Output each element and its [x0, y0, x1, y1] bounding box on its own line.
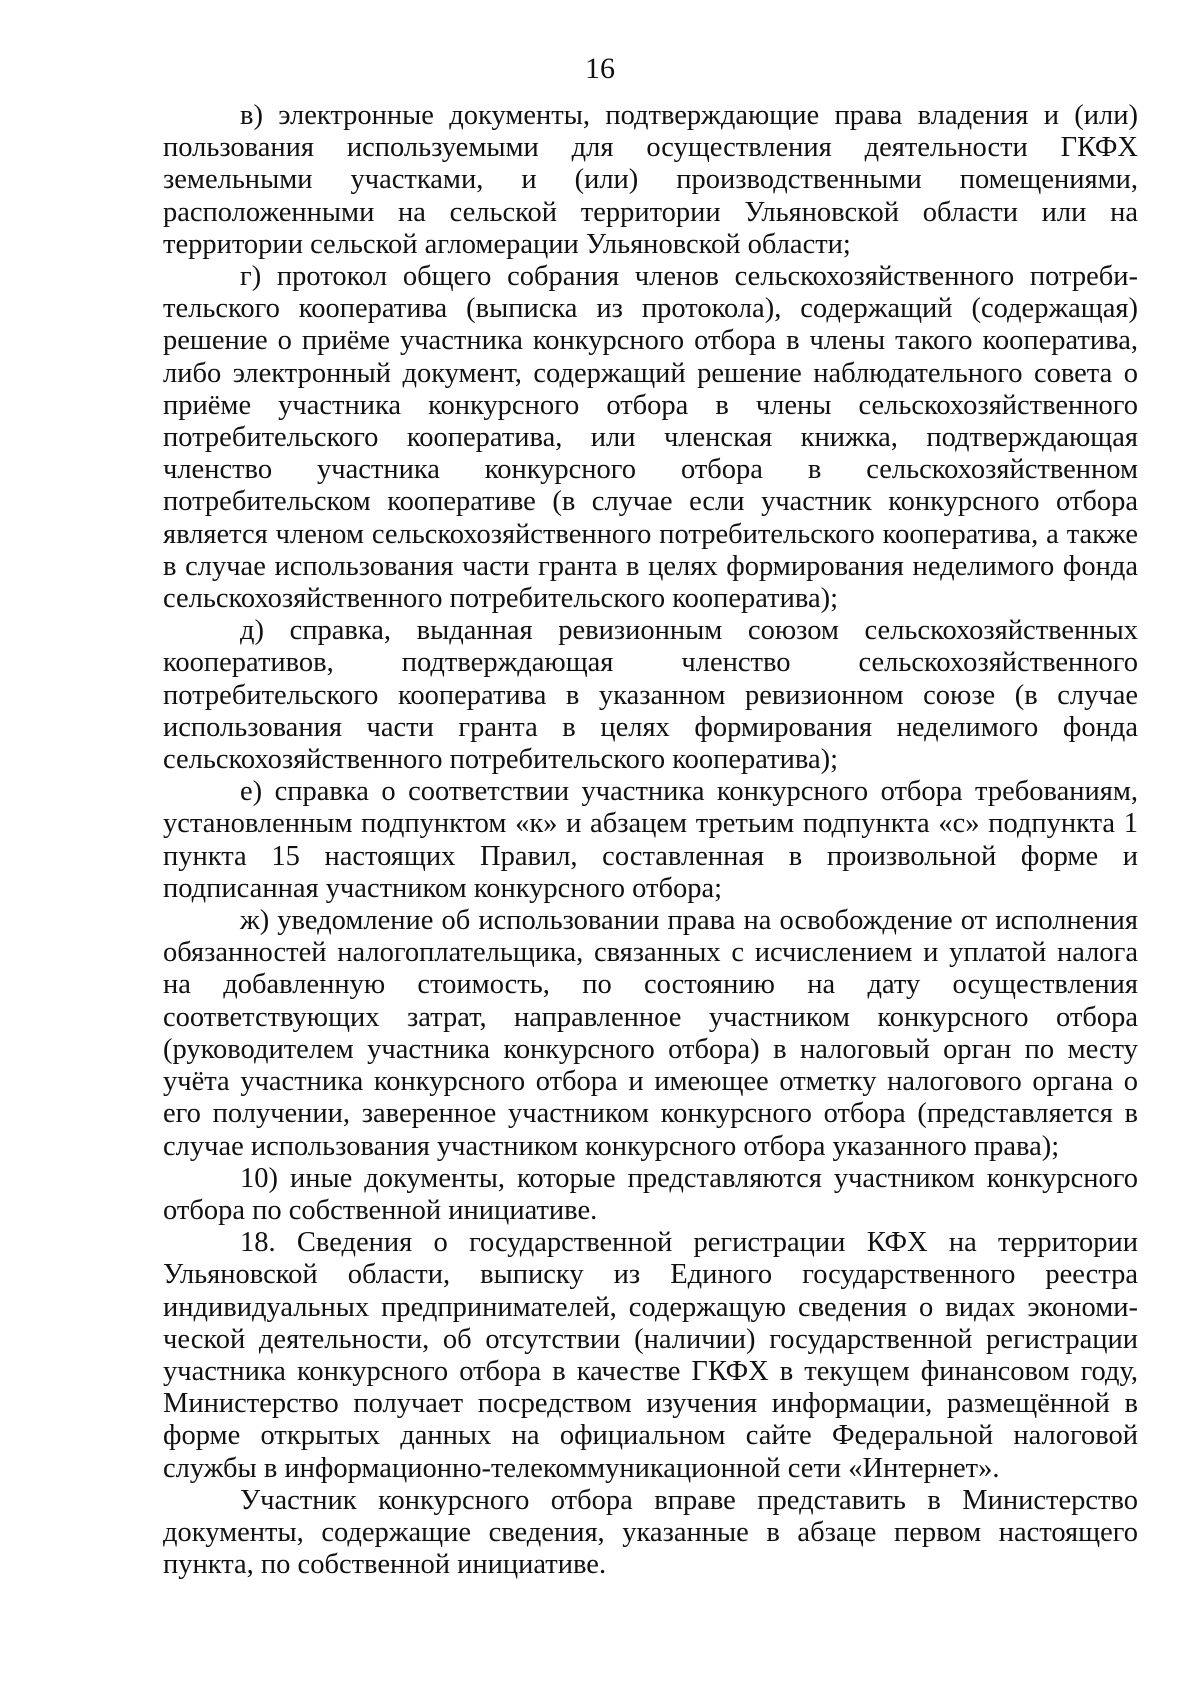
paragraph-v-electronic-documents: в) электронные документы, подтверждающие права владения и (или) пользования используемыми для осуществления деятельности ГКФХ земельными участками, и (или) производственными помещениями, расположенными на сельской территории Ульяновской области или на территории сельской агломерации Ульяновской области; — [163, 100, 1138, 260]
document-body — [163, 100, 1138, 1581]
paragraph-18-registration-info: 18. Сведения о государственной регистрации КФХ на территории Ульяновской области, выписку из Единого государственного реестра индивидуальных предпринимателей, содержащую сведения о видах экономической деятельности, об отсутствии (наличии) государственной регистрации участника конкурсного отбора в качестве ГКФХ в текущем финансовом году, Министерство получает посредством изучения информации, размещённой в форме открытых данных на официальном сайте Федеральной налоговой службы в информационно-телекоммуникационной сети «Интернет». — [163, 1227, 1138, 1484]
paragraph-participant-right: Участник конкурсного отбора вправе представить в Министерство документы, содержащие сведения, указанные в абзаце первом настоящего пункта, по собственной инициативе. — [163, 1484, 1138, 1581]
paragraph-e-compliance-certificate: е) справка о соответствии участника конкурсного отбора требованиям, установленным подпунктом «к» и абзацем третьим подпункта «с» подпункта 1 пункта 15 настоящих Правил, составленная в произвольной форме и подписанная участником конкурсного отбора; — [163, 776, 1138, 904]
paragraph-10-other-documents: 10) иные документы, которые представляются участником конкурсного отбора по собственной инициативе. — [163, 1162, 1138, 1226]
paragraph-zh-vat-exemption-notice: ж) уведомление об использовании права на освобождение от исполнения обязанностей налогоплательщика, связанных с исчислением и уплатой налога на добавленную стоимость, по состоянию на дату осуществления соответствующих затрат, направленное участником конкурсного отбора (руководителем участника конкурсного отбора) в налоговый орган по месту учёта участника конкурсного отбора и имеющее отметку налогового органа о его получении, заверенное участником конкурсного отбора (представляется в случае использования участником конкурсного отбора указанного права); — [163, 905, 1138, 1162]
page-number: 16 — [585, 52, 615, 85]
paragraph-d-audit-union-certificate: д) справка, выданная ревизионным союзом сельскохозяйственных кооперативов, подтверждающая членство сельскохозяйственного потребительского кооператива в указанном ревизионном союзе (в случае использования части гранта в целях формирования неделимого фонда сельскохозяйственного потребительского кооператива); — [163, 615, 1138, 776]
paragraph-g-meeting-protocol: г) протокол общего собрания членов сельскохозяйственного потребительского кооператива (выписка из протокола), содержащий (содержащая) решение о приёме участника конкурсного отбора в члены такого кооператива, либо электронный документ, содержащий решение наблюдательного совета о приёме участника конкурсного отбора в члены сельскохозяйственного потребительского кооператива, или членская книжка, подтверждающая членство участника конкурсного отбора в сельскохозяйственном потребительском кооперативе (в случае если участник конкурсного отбора является членом сельскохозяйственного потребительского кооператива, а также в случае использования части гранта в целях формирования неделимого фонда сельскохозяйственного потребительского кооператива); — [163, 261, 1138, 615]
